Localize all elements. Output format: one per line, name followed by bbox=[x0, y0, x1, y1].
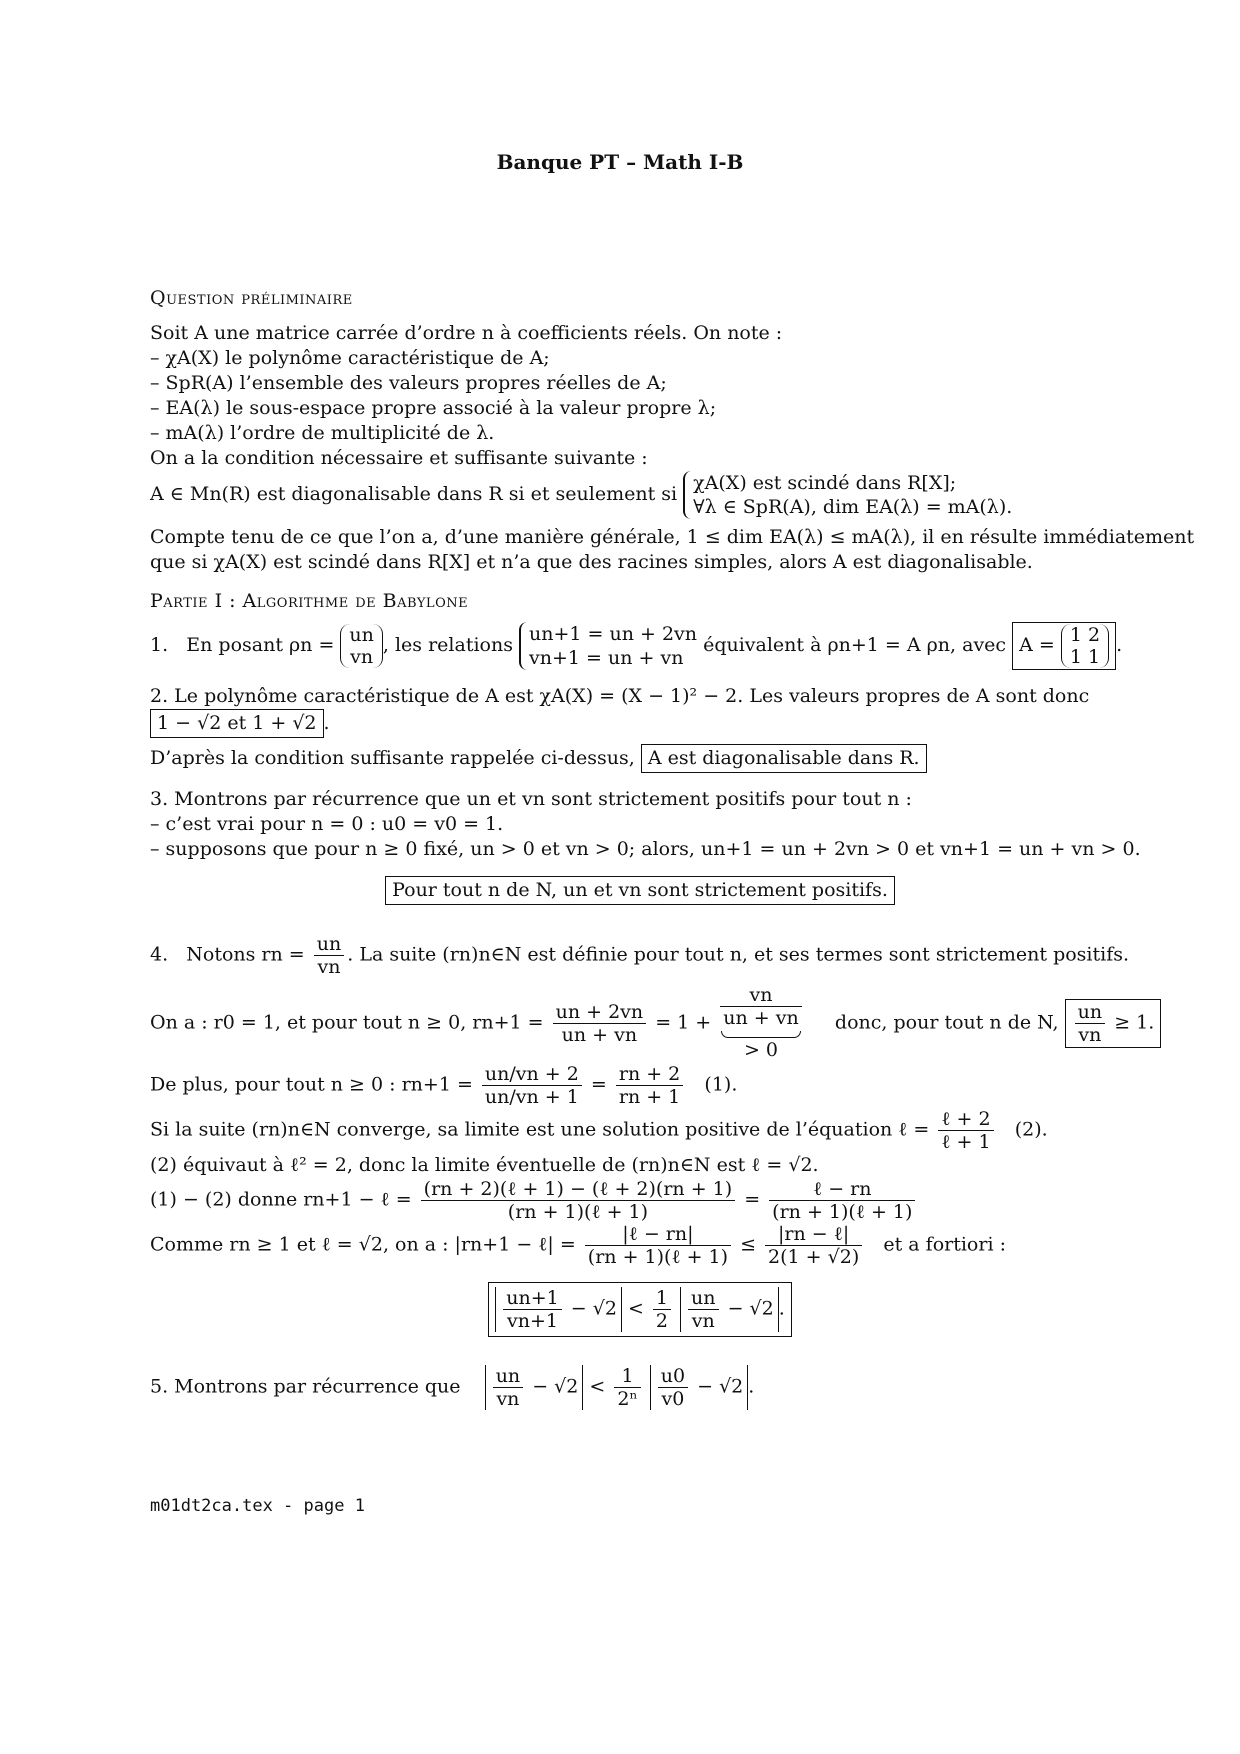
condition-statement bbox=[150, 471, 1130, 519]
q4-fortiori: et a fortiori : bbox=[883, 1233, 1006, 1256]
minus-sqrt2: − √2 bbox=[532, 1375, 579, 1398]
q4-si-text: Si la suite (rn)n∈N converge, sa limite est une solution positive de l’équation ℓ = bbox=[150, 1118, 930, 1141]
condition-left: A ∈ Mn(R) est diagonalisable dans R si et seulement si bbox=[150, 483, 678, 505]
ratio-bound-box bbox=[1065, 999, 1162, 1048]
fraction-numerator: un bbox=[1075, 1001, 1105, 1024]
fraction-denominator: (rn + 1)(ℓ + 1) bbox=[587, 1246, 729, 1268]
page-footer: m01dt2ca.tex - page 1 bbox=[150, 1496, 365, 1516]
abs-left bbox=[495, 1287, 622, 1332]
prelim-item: – mA(λ) l’ordre de multiplicité de λ. bbox=[150, 422, 495, 444]
fraction-r bbox=[314, 933, 344, 978]
prelim-item: – SpR(A) l’ensemble des valeurs propres réelles de A; bbox=[150, 372, 667, 394]
fraction-i bbox=[765, 1223, 862, 1268]
box-tail: ≥ 1. bbox=[1114, 1011, 1155, 1034]
fraction-box bbox=[1075, 1001, 1105, 1046]
prelim-intro: Soit A une matrice carrée d’ordre n à coefficients réels. On note : bbox=[150, 322, 783, 344]
equation-tag-2: (2). bbox=[1014, 1118, 1048, 1141]
prelim-item: – EA(λ) le sous-espace propre associé à la valeur propre λ; bbox=[150, 397, 717, 419]
fraction-numerator: |ℓ − rn| bbox=[585, 1223, 731, 1246]
fraction-h bbox=[585, 1223, 731, 1268]
fraction-denominator: vn bbox=[317, 956, 341, 978]
vector-entry: vn bbox=[350, 646, 374, 668]
fraction-denominator: rn + 1 bbox=[618, 1086, 681, 1108]
q4-notons: Notons rn = bbox=[186, 943, 305, 966]
question-5: 5. Montrons par récurrence que $\frac{un}{vn}$ − √2 < $\frac{1}{\text{2ⁿ}}$ $\frac{u0}{v0}$ − √2 . bbox=[150, 1365, 755, 1410]
fraction-c bbox=[482, 1063, 582, 1108]
fraction-e bbox=[938, 1108, 993, 1153]
q4-recurrence bbox=[150, 984, 1155, 1063]
q4-label: 4. bbox=[150, 943, 169, 966]
recurrence-row: vn+1 = un + vn bbox=[529, 647, 684, 669]
q4-comme: Comme rn ≥ 1 et ℓ = √2, on a : |rn+1 − ℓ| = $\frac{\text{|ℓ − rn|}}{\text{(rn + 1)(ℓ + 1)}}$ ≤ $\frac{\text{|rn − ℓ|}}{2(1 + √2)}$ et a fortiori : bbox=[150, 1223, 1006, 1268]
q1-text-b: , les relations bbox=[382, 634, 513, 656]
fraction-d bbox=[616, 1063, 683, 1108]
fraction-denominator: vn bbox=[691, 1310, 715, 1332]
fraction-q5-r bbox=[658, 1365, 688, 1410]
q4-deplus: De plus, pour tout n ≥ 0 : rn+1 = $\frac{un/vn + 2}{un/vn + 1}$ = $\frac{rn + 2}{rn + 1}$ (1). bbox=[150, 1063, 738, 1108]
fraction-denominator: (rn + 1)(ℓ + 1) bbox=[772, 1201, 913, 1223]
prelim-item: – χA(X) le polynôme caractéristique de A; bbox=[150, 347, 550, 369]
fraction-numerator: vn bbox=[720, 984, 801, 1007]
q2-diag-text: D’après la condition suffisante rappelée ci-dessus, bbox=[150, 747, 635, 769]
fraction-g bbox=[769, 1178, 915, 1223]
q3-line: 3. Montrons par récurrence que un et vn sont strictement positifs pour tout n : bbox=[150, 788, 912, 810]
condition-system bbox=[683, 471, 1012, 519]
fraction-numerator: ℓ − rn bbox=[769, 1178, 915, 1201]
fraction-box-l bbox=[503, 1287, 561, 1332]
q3-conclusion bbox=[150, 876, 1130, 905]
fraction-numerator: un/vn + 2 bbox=[482, 1063, 582, 1086]
section-heading-partie1: Partie I : Algorithme de Babylone bbox=[150, 590, 469, 612]
fraction-denominator: v0 bbox=[661, 1388, 685, 1410]
abs-right bbox=[680, 1287, 779, 1332]
underbrace bbox=[721, 1031, 800, 1038]
abs-q5-right bbox=[650, 1365, 749, 1410]
fraction-denominator: vn+1 bbox=[506, 1310, 558, 1332]
condition-system-row: ∀λ ∈ SpR(A), dim EA(λ) = mA(λ). bbox=[693, 496, 1013, 518]
fraction-denominator: un + vn bbox=[723, 1007, 799, 1029]
fraction-numerator: u0 bbox=[658, 1365, 688, 1388]
q4-diff: (1) − (2) donne rn+1 − ℓ = $\frac{\text{(rn + 2)(ℓ + 1) − (ℓ + 2)(rn + 1)}}{\text{(rn + 1)(ℓ + 1)}}$ = $\frac{\text{ℓ − rn}}{\text{(rn + 1)(ℓ + 1)}}$ bbox=[150, 1178, 1130, 1223]
q4-equiv: (2) équivaut à ℓ² = 2, donc la limite éventuelle de (rn)n∈N est ℓ = √2. bbox=[150, 1154, 819, 1176]
q4-deplus-text: De plus, pour tout n ≥ 0 : rn+1 = bbox=[150, 1073, 473, 1096]
contraction-box: $\frac{un+1}{vn+1}$ − √2 < $\frac{1}{2}$ $\frac{un}{vn}$ − √2 . bbox=[488, 1282, 792, 1337]
q4-comme-text: Comme rn ≥ 1 et ℓ = √2, on a : |rn+1 − ℓ| = bbox=[150, 1233, 576, 1256]
fraction-numerator: un bbox=[493, 1365, 523, 1388]
recurrence-row: un+1 = un + 2vn bbox=[529, 623, 698, 645]
q3-line: – supposons que pour n ≥ 0 fixé, un > 0 et vn > 0; alors, un+1 = un + 2vn > 0 et vn+1 = un + vn > 0. bbox=[150, 838, 1141, 860]
fraction-a bbox=[553, 1001, 647, 1046]
fraction-b bbox=[720, 984, 801, 1029]
q4-suite: . La suite (rn)n∈N est définie pour tout n, et ses termes sont strictement positifs. bbox=[347, 943, 1130, 966]
fraction-numerator: un bbox=[314, 933, 344, 956]
fraction-numerator: (rn + 2)(ℓ + 1) − (ℓ + 2)(rn + 1) bbox=[421, 1178, 736, 1201]
q3-line: – c’est vrai pour n = 0 : u0 = v0 = 1. bbox=[150, 813, 504, 835]
page-title: Banque PT – Math I-B bbox=[496, 150, 744, 174]
eq-one: = 1 + bbox=[655, 1011, 712, 1034]
fraction-f bbox=[421, 1178, 736, 1223]
q1-text-a: En posant ρn = bbox=[186, 634, 335, 656]
diagonalisable-box: A est diagonalisable dans R. bbox=[641, 744, 927, 773]
q1-label: 1. bbox=[150, 634, 169, 656]
fraction-denominator: (rn + 1)(ℓ + 1) bbox=[507, 1201, 649, 1223]
fraction-numerator: un+1 bbox=[503, 1287, 561, 1310]
q2-line1: 2. Le polynôme caractéristique de A est χA(X) = (X − 1)² − 2. Les valeurs propres de A sont donc bbox=[150, 685, 1090, 707]
fraction-half bbox=[653, 1287, 671, 1332]
fraction-denominator: un + vn bbox=[561, 1024, 638, 1046]
fraction-box-r bbox=[688, 1287, 718, 1332]
remark-line: Compte tenu de ce que l’on a, d’une manière générale, 1 ≤ dim EA(λ) ≤ mA(λ), il en résulte immédiatement bbox=[150, 526, 1195, 548]
fraction-denominator: vn bbox=[496, 1388, 520, 1410]
abs-q5-left bbox=[485, 1365, 584, 1410]
fraction-denominator: ℓ + 1 bbox=[941, 1131, 991, 1153]
underbrace-label: > 0 bbox=[743, 1039, 779, 1061]
q4-si bbox=[150, 1108, 1130, 1153]
fraction-numerator: 1 bbox=[653, 1287, 671, 1310]
matrix-row: 1 2 bbox=[1069, 624, 1101, 646]
rho-vector bbox=[340, 624, 382, 668]
underbrace-group bbox=[717, 984, 804, 1063]
fraction-denominator: 2 bbox=[655, 1310, 668, 1332]
minus-sqrt2: − √2 bbox=[727, 1297, 774, 1320]
minus-sqrt2: − √2 bbox=[570, 1297, 617, 1320]
q4-donc: donc, pour tout n de N, bbox=[834, 1011, 1059, 1034]
fraction-q5-m bbox=[614, 1365, 640, 1410]
vector-entry: un bbox=[349, 624, 374, 646]
q4-conclusion bbox=[150, 1282, 1130, 1337]
fraction-numerator: un + 2vn bbox=[553, 1001, 647, 1024]
section-heading-prelim: Question préliminaire bbox=[150, 287, 353, 309]
q4-diff-text: (1) − (2) donne rn+1 − ℓ = bbox=[150, 1188, 412, 1211]
positivity-box: Pour tout n de N, un et vn sont strictement positifs. bbox=[385, 876, 895, 905]
q4-intro bbox=[150, 933, 1130, 978]
eigenvalues-box: 1 − √2 et 1 + √2 bbox=[150, 709, 324, 738]
fraction-numerator: ℓ + 2 bbox=[938, 1108, 993, 1131]
recurrence-system bbox=[519, 622, 697, 670]
question-1: 1. En posant ρn = un vn , les relations un+1 = un + 2vn vn+1 = un + vn équivalent à ρn+1 = A ρn, avec A = 1 2 1 1 . bbox=[150, 623, 1123, 669]
equation-tag-1: (1). bbox=[704, 1073, 738, 1096]
matrix-a bbox=[1061, 624, 1109, 668]
fraction-denominator: un/vn + 1 bbox=[484, 1086, 579, 1108]
matrix-lhs: A = bbox=[1019, 634, 1055, 656]
q4-on-a: On a : r0 = 1, et pour tout n ≥ 0, rn+1 = bbox=[150, 1011, 544, 1034]
matrix-row: 1 1 bbox=[1069, 646, 1101, 668]
fraction-denominator: vn bbox=[1078, 1024, 1102, 1046]
condition-system-row: χA(X) est scindé dans R[X]; bbox=[693, 472, 957, 494]
q5-text: 5. Montrons par récurrence que bbox=[150, 1375, 461, 1398]
fraction-numerator: |rn − ℓ| bbox=[765, 1223, 862, 1246]
q2-eigen-line: 1 − √2 et 1 + √2 . bbox=[150, 709, 1130, 738]
matrix-result-box bbox=[1012, 622, 1116, 670]
fraction-numerator: un bbox=[688, 1287, 718, 1310]
fraction-denominator: 2ⁿ bbox=[617, 1388, 638, 1410]
q2-diag-line bbox=[150, 744, 1130, 773]
condition-intro: On a la condition nécessaire et suffisante suivante : bbox=[150, 447, 648, 469]
q1-text-c: équivalent à ρn+1 = A ρn, avec bbox=[703, 634, 1007, 656]
minus-sqrt2: − √2 bbox=[697, 1375, 744, 1398]
fraction-numerator: 1 bbox=[614, 1365, 640, 1388]
document-body bbox=[150, 286, 1195, 1410]
fraction-numerator: rn + 2 bbox=[616, 1063, 683, 1086]
fraction-q5-l bbox=[493, 1365, 523, 1410]
remark-line: que si χA(X) est scindé dans R[X] et n’a que des racines simples, alors A est diagonalisable. bbox=[150, 551, 1033, 573]
fraction-denominator: 2(1 + √2) bbox=[768, 1246, 860, 1268]
